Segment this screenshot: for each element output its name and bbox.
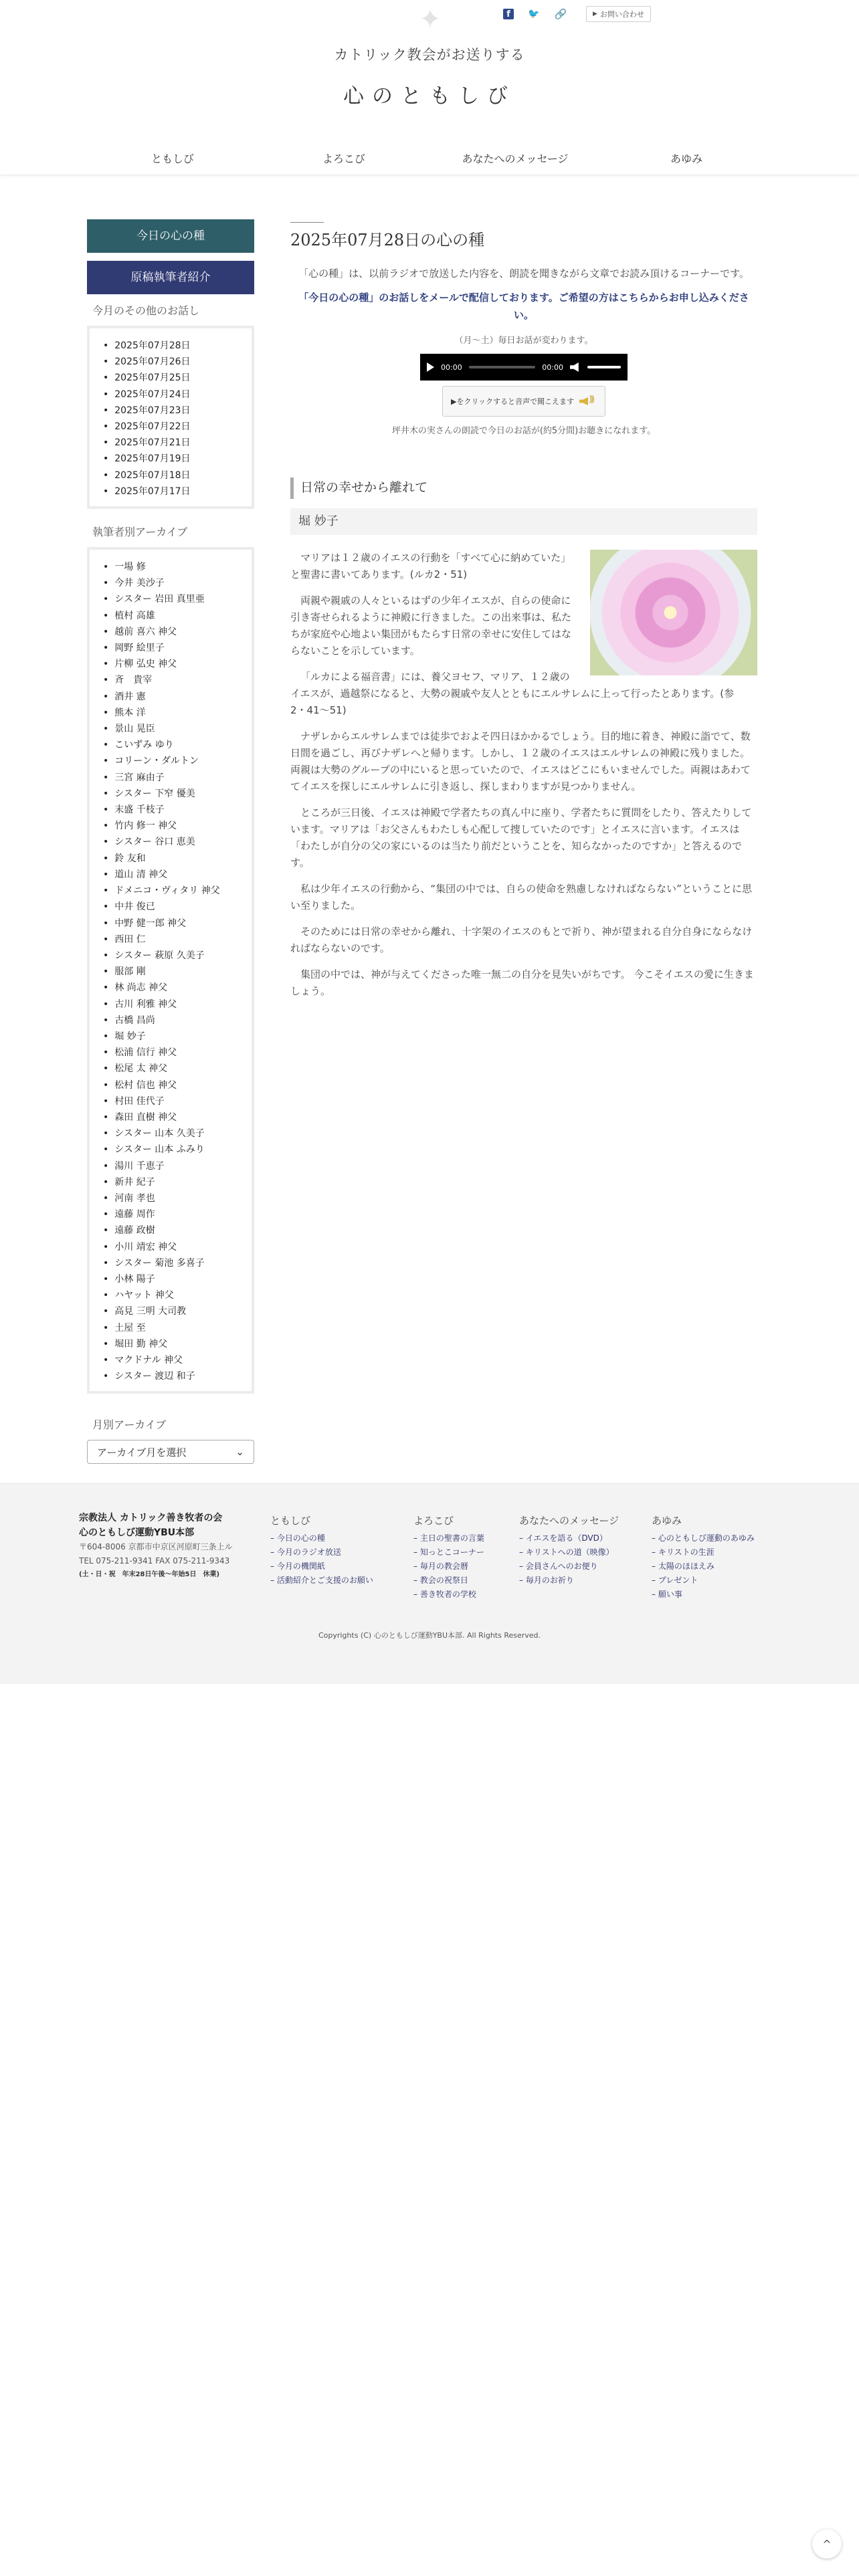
- contact-button[interactable]: [586, 6, 651, 22]
- author-archive-link[interactable]: • 松尾 太 神父: [103, 1061, 245, 1077]
- author-archive-link[interactable]: • 三宮 麻由子: [103, 770, 245, 786]
- twitter-icon[interactable]: 🐦: [528, 9, 540, 19]
- author-archive-link[interactable]: • 河南 孝也: [103, 1190, 245, 1206]
- author-archive-link[interactable]: • シスター 山本 久美子: [103, 1125, 245, 1142]
- footer-link[interactable]: – 知っとこコーナー: [413, 1547, 484, 1557]
- current-time: 00:00: [441, 362, 462, 372]
- author-archive-link[interactable]: • 高見 三明 大司教: [103, 1303, 245, 1319]
- article-paragraph: 「ルカによる福音書」には、養父ヨセフ、マリア、１２歳のイエスが、過越祭になると、大勢の親戚や友人とともにエルサレムに上って行ったとあります。(参 2・41〜51): [290, 671, 745, 716]
- author-archive-link[interactable]: • 酒井 憲: [103, 689, 245, 705]
- other-day-link[interactable]: • 2025年07月18日: [103, 467, 245, 484]
- author-archive-link[interactable]: • シスター 萩原 久美子: [103, 948, 245, 964]
- sidebar: [87, 219, 254, 1464]
- org-name: 宗教法人 カトリック善き牧者の会: [79, 1513, 223, 1523]
- author-archive-link[interactable]: • 湯川 千恵子: [103, 1158, 245, 1174]
- org-hours: (土・日・祝 年末28日午後〜年始5日 休業): [79, 1571, 220, 1578]
- other-day-link[interactable]: • 2025年07月24日: [103, 387, 245, 403]
- seek-bar[interactable]: [469, 366, 536, 368]
- site-header: [0, 0, 859, 175]
- author-archive-link[interactable]: • 一場 修: [103, 559, 245, 575]
- author-archive-link[interactable]: • 林 尚志 神父: [103, 980, 245, 996]
- authors-intro-button[interactable]: 原稿執筆者紹介: [87, 261, 254, 294]
- author-archive-link[interactable]: • 土屋 至: [103, 1320, 245, 1336]
- article-paragraph: マリアは１２歳のイエスの行動を「すべて心に納めていた」と聖書に書いてあります。(ルカ2・51): [290, 552, 571, 580]
- author-archive-link[interactable]: • 中井 俊已: [103, 899, 245, 915]
- author-archive-link[interactable]: • 越前 喜六 神父: [103, 624, 245, 640]
- main-content: [290, 222, 757, 1009]
- author-archive-link[interactable]: • 小林 陽子: [103, 1271, 245, 1287]
- author-archive-link[interactable]: • 松村 信也 神父: [103, 1077, 245, 1093]
- author-archive-link[interactable]: • ドメニコ・ヴィタリ 神父: [103, 883, 245, 899]
- author-archive-link[interactable]: • 末盛 千枝子: [103, 802, 245, 818]
- footer-link[interactable]: – 毎月のお祈り: [519, 1576, 574, 1585]
- author-archive-link[interactable]: • 遠藤 周作: [103, 1206, 245, 1222]
- audio-note-button[interactable]: [442, 386, 605, 417]
- other-days-box: [87, 326, 254, 509]
- heading-rule: [290, 222, 324, 223]
- author-archive-link[interactable]: • 古橋 昌尚: [103, 1012, 245, 1029]
- narration-caption: 坪井木の実さんの朗読で今日のお話が(約5分間)お聴きになれます。: [391, 426, 656, 436]
- author-archive-link[interactable]: • 遠藤 政樹: [103, 1222, 245, 1239]
- author-archive-link[interactable]: • こいずみ ゆり: [103, 737, 245, 753]
- footer-col-heading[interactable]: あなたへのメッセージ: [519, 1515, 619, 1527]
- duration-time: 00:00: [542, 362, 563, 372]
- footer-col-tomoshibi: [270, 1513, 373, 1588]
- author-archive-link[interactable]: • 片柳 弘史 神父: [103, 656, 245, 672]
- author-archive-link[interactable]: • 熊本 洋: [103, 705, 245, 721]
- author-archive-link[interactable]: • シスター 菊池 多喜子: [103, 1255, 245, 1271]
- play-icon[interactable]: [427, 362, 434, 372]
- archive-select-label: アーカイブ月を選択: [97, 1446, 187, 1459]
- footer-link[interactable]: – 今月のラジオ放送: [270, 1547, 341, 1557]
- author-archive-link[interactable]: • シスター 谷口 恵美: [103, 834, 245, 850]
- footer-link[interactable]: – キリストの生涯: [652, 1547, 714, 1557]
- author-archive-link[interactable]: • 今井 美沙子: [103, 575, 245, 591]
- speaker-icon: [579, 394, 597, 409]
- org-address: 〒604-8006 京都市中京区河原町三条上ル: [79, 1542, 233, 1551]
- author-archive-link[interactable]: • 植村 高雄: [103, 608, 245, 624]
- logo-star-icon: ✦: [419, 4, 442, 35]
- author-archive-link[interactable]: • 鈴 友和: [103, 851, 245, 867]
- other-day-link[interactable]: • 2025年07月28日: [103, 338, 245, 354]
- nav-tomoshibi[interactable]: ともしび: [151, 152, 194, 165]
- volume-slider[interactable]: [587, 366, 621, 368]
- footer-org: [79, 1511, 253, 1582]
- top-tools: [503, 4, 651, 24]
- volume-icon[interactable]: [570, 362, 581, 372]
- audio-note-label: ▶をクリックすると音声で聞こえます: [450, 397, 575, 406]
- footer-link[interactable]: – プレゼント: [652, 1576, 698, 1585]
- schedule-note: （月〜土）毎日お話が変わります。: [454, 336, 593, 346]
- author-archive-link[interactable]: • 服部 剛: [103, 964, 245, 980]
- author-archive-link[interactable]: • 森田 直樹 神父: [103, 1109, 245, 1125]
- today-seed-button[interactable]: 今日の心の種: [87, 219, 254, 253]
- author-archive-link[interactable]: • 新井 紀子: [103, 1174, 245, 1190]
- link-icon[interactable]: 🔗: [554, 8, 567, 20]
- copyright: Copyrights (C) 心のともしび運動YBU本部. All Rights Reserved.: [318, 1631, 541, 1640]
- other-days-list: [103, 338, 245, 500]
- archive-month-select[interactable]: [87, 1440, 254, 1464]
- chevron-up-icon: ^: [822, 2537, 832, 2551]
- intro-text: 「心の種」は、以前ラジオで放送した内容を、朗読を聞きながら文章でお読み頂けるコーナーです。: [298, 267, 749, 280]
- authors-archive-title: 執筆者別アーカイブ: [92, 526, 188, 539]
- author-archive-link[interactable]: • 景山 晃臣: [103, 721, 245, 737]
- arrow-right-icon: ▶: [593, 11, 597, 17]
- footer-col-ayumi: [652, 1513, 755, 1602]
- author-archive-link[interactable]: • 竹内 修一 神父: [103, 818, 245, 834]
- article-paragraph: 両親や親戚の人々といるはずの少年イエスが、自らの使命に引き寄せられるように神殿に行きました。この出来事は、私たちが家庭や心地よい集団がもたらす日常の幸せに安住してはならないことを示しています。: [290, 595, 572, 657]
- article-paragraph: 私は少年イエスの行動から、“集団の中では、自らの使命を熟慮しなければならない”ということに思い至りました。: [290, 883, 752, 911]
- contact-label: お問い合わせ: [599, 10, 644, 19]
- page-title: 2025年07月28日の心の種: [290, 231, 485, 249]
- authors-list: [103, 559, 245, 1384]
- global-nav: [87, 146, 772, 173]
- footer-link[interactable]: – 活動紹介とご支援のお願い: [270, 1576, 373, 1585]
- article-title: 日常の幸せから離れて: [290, 477, 757, 499]
- footer-link[interactable]: – 善き牧者の学校: [413, 1590, 476, 1599]
- article-paragraph: ナザレからエルサレムまでは徒歩でおよそ四日ほかかるでしょう。目的地に着き、神殿に詣でて、数日間を過ごし、再びナザレへと帰ります。しかし、１２歳のイエスはエルサレムの神殿に残りました。両親は大勢のグループの中にいると思っていたので、イエスはどこにもいませんでした。両親はあわててイエスを探しにエルサレムに引き返し、探しまわりますが見つかりません。: [290, 730, 751, 792]
- author-archive-link[interactable]: • 中野 健一郎 神父: [103, 916, 245, 932]
- footer-link[interactable]: – 主日の聖書の言葉: [413, 1533, 484, 1543]
- monthly-archive-title: 月別アーカイブ: [92, 1418, 167, 1432]
- author-archive-link[interactable]: • 松浦 信行 神父: [103, 1045, 245, 1061]
- mail-subscribe-link[interactable]: 「今日の心の種」のお話しをメールで配信しております。ご希望の方はこちらからお申し込みください。: [298, 292, 749, 321]
- nav-yorokobi[interactable]: よろこび: [322, 152, 365, 165]
- author-archive-link[interactable]: • 村田 佳代子: [103, 1093, 245, 1109]
- authors-archive-box: [87, 547, 254, 1394]
- article-paragraph: ところが三日後、イエスは神殿で学者たちの真ん中に座り、学者たちに質問をしたり、答えたりしています。マリアは「お父さんもわたしも心配して捜していたのです」とイエスに言います。イエスは「わたしが自分の父の家にいるのは当たり前だということを、知らなかったのですか」と答えるのです。: [290, 807, 752, 869]
- author-archive-link[interactable]: • 小川 靖宏 神父: [103, 1239, 245, 1255]
- other-days-title: 今月のその他のお話し: [92, 304, 200, 317]
- audio-player: [420, 354, 628, 381]
- facebook-icon[interactable]: f: [503, 9, 514, 19]
- nav-ayumi[interactable]: あゆみ: [670, 152, 702, 165]
- article-author: 堀 妙子: [290, 508, 757, 535]
- other-day-link[interactable]: • 2025年07月26日: [103, 354, 245, 370]
- author-archive-link[interactable]: • 古川 利雅 神父: [103, 996, 245, 1012]
- author-archive-link[interactable]: • シスター 渡辺 和子: [103, 1368, 245, 1384]
- author-archive-link[interactable]: • 堀 妙子: [103, 1029, 245, 1045]
- footer-col-heading[interactable]: よろこび: [413, 1515, 454, 1527]
- article-paragraph: そのためには日常の幸せから離れ、十字架のイエスのもとで祈り、神が望まれる自分自身にならなければならないのです。: [290, 926, 753, 954]
- author-archive-link[interactable]: • 堀田 勤 神父: [103, 1336, 245, 1352]
- org-tel: TEL 075-211-9341 FAX 075-211-9343: [79, 1556, 230, 1566]
- author-archive-link[interactable]: • 道山 清 神父: [103, 867, 245, 883]
- footer-link[interactable]: – 会員さんへのお便り: [519, 1562, 598, 1571]
- other-day-link[interactable]: • 2025年07月19日: [103, 451, 245, 467]
- footer-link[interactable]: – 教会の祝祭日: [413, 1576, 468, 1585]
- site-footer: [0, 1483, 859, 1684]
- author-archive-link[interactable]: • シスター 下窄 優美: [103, 786, 245, 802]
- footer-link[interactable]: – 心のともしび運動のあゆみ: [652, 1533, 755, 1543]
- site-subtitle: カトリック教会がお送りする: [334, 47, 525, 63]
- footer-link[interactable]: – 願い事: [652, 1590, 682, 1599]
- footer-link[interactable]: – イエスを語る（DVD）: [519, 1533, 607, 1543]
- footer-col-message: [519, 1513, 619, 1588]
- author-archive-link[interactable]: • シスター 山本 ふみり: [103, 1142, 245, 1158]
- footer-col-yorokobi: [413, 1513, 484, 1602]
- footer-col-heading[interactable]: あゆみ: [652, 1515, 682, 1527]
- article-body: [290, 550, 757, 1000]
- other-day-link[interactable]: • 2025年07月17日: [103, 484, 245, 500]
- footer-link[interactable]: – 今月の機関紙: [270, 1562, 325, 1571]
- dahlia-photo: [590, 550, 757, 675]
- footer-link[interactable]: – キリストへの道（映像）: [519, 1547, 614, 1557]
- author-archive-link[interactable]: • マクドナル 神父: [103, 1352, 245, 1368]
- other-day-link[interactable]: • 2025年07月23日: [103, 403, 245, 419]
- footer-link[interactable]: – 太陽のほほえみ: [652, 1562, 714, 1571]
- author-archive-link[interactable]: • 岡野 絵里子: [103, 640, 245, 656]
- other-day-link[interactable]: • 2025年07月25日: [103, 370, 245, 386]
- chevron-down-icon: ⌄: [235, 1446, 244, 1459]
- other-day-link[interactable]: • 2025年07月21日: [103, 435, 245, 451]
- footer-link[interactable]: – 毎月の教会暦: [413, 1562, 468, 1571]
- footer-link[interactable]: – 今日の心の種: [270, 1533, 325, 1543]
- org-division: 心のともしび運動YBU本部: [79, 1527, 195, 1538]
- site-title[interactable]: 心のともしび: [343, 84, 516, 108]
- author-archive-link[interactable]: • 斉 貴宰: [103, 672, 245, 688]
- author-archive-link[interactable]: • コリーン・ダルトン: [103, 753, 245, 769]
- nav-message[interactable]: あなたへのメッセージ: [462, 152, 569, 165]
- article-paragraph: 集団の中では、神が与えてくださった唯一無二の自分を見失いがちです。 今こそイエスの愛に生きましょう。: [290, 968, 754, 997]
- other-day-link[interactable]: • 2025年07月22日: [103, 419, 245, 435]
- author-archive-link[interactable]: • シスター 岩田 真里亜: [103, 591, 245, 607]
- author-archive-link[interactable]: • 西田 仁: [103, 932, 245, 948]
- back-to-top-button[interactable]: [812, 2529, 842, 2559]
- author-archive-link[interactable]: • ハヤット 神父: [103, 1287, 245, 1303]
- footer-col-heading[interactable]: ともしび: [270, 1515, 311, 1527]
